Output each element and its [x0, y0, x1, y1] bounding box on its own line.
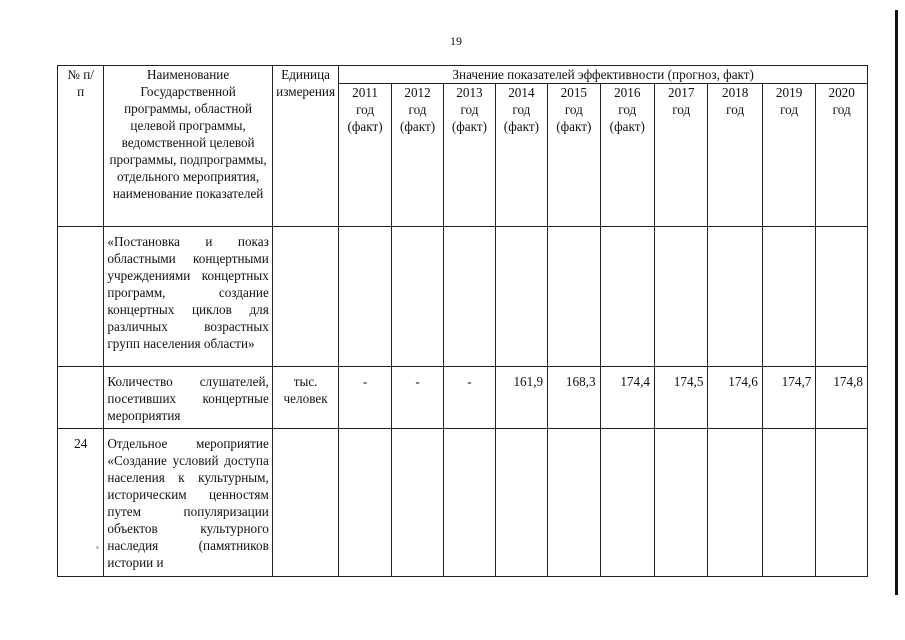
header-year-word: год	[780, 102, 799, 117]
row-num	[58, 367, 104, 429]
table-row	[58, 367, 868, 429]
header-year-word: год	[460, 102, 479, 117]
header-unit-text: Единица измерения	[276, 67, 336, 99]
header-year-year: 2020	[828, 85, 855, 100]
header-year-year: 2013	[456, 85, 483, 100]
header-year-year: 2012	[404, 85, 431, 100]
row-value-2015	[548, 429, 600, 577]
header-year-year: 2011	[352, 85, 379, 100]
header-year-word: год	[618, 102, 637, 117]
header-year-year: 2018	[721, 85, 749, 100]
row-value-2014: 161,9	[495, 367, 547, 429]
row-value-2020	[816, 227, 868, 367]
row-name: Отдельное мероприятие «Создание условий доступа населения к культурным, историческим ценностям путем популяризации объектов культурного наследия (памятников истории и	[104, 429, 272, 577]
row-value-2016	[600, 227, 654, 367]
row-value-2012: -	[391, 367, 443, 429]
header-year-2017	[655, 84, 708, 227]
header-year-word: год	[512, 102, 531, 117]
row-value-2017: 174,5	[655, 367, 708, 429]
row-value-2014	[495, 429, 547, 577]
row-value-2011	[339, 227, 391, 367]
margin-rule	[895, 10, 898, 595]
header-year-note: (факт)	[399, 119, 436, 134]
header-year-word: год	[672, 102, 691, 117]
header-year-word: год	[832, 102, 851, 117]
row-value-2019: 174,7	[762, 367, 815, 429]
header-unit	[272, 66, 339, 227]
header-year-2014	[495, 84, 547, 227]
page-number: 19	[450, 34, 462, 48]
header-year-word: год	[726, 102, 745, 117]
header-year-note: (факт)	[347, 119, 383, 134]
row-unit	[272, 429, 339, 577]
row-value-2020	[816, 429, 868, 577]
row-value-2012	[391, 227, 443, 367]
row-unit	[272, 227, 339, 367]
header-year-note: (факт)	[609, 119, 645, 134]
header-year-year: 2014	[508, 85, 535, 100]
header-year-word: год	[408, 102, 427, 117]
row-value-2019	[762, 429, 815, 577]
header-year-2020	[816, 84, 868, 227]
row-num: 24	[58, 429, 104, 577]
indicators-table	[57, 65, 868, 577]
row-name: «Постановка и показ областными концертными учреждениями концертных программ, создание концертных циклов для различных возрастных групп населения области»	[104, 227, 272, 367]
header-year-2011	[339, 84, 391, 227]
row-value-2018: 174,6	[708, 367, 762, 429]
header-year-note: (факт)	[451, 119, 488, 134]
row-value-2017	[655, 227, 708, 367]
header-year-2015	[548, 84, 600, 227]
header-year-word: год	[356, 102, 375, 117]
header-year-2016	[600, 84, 654, 227]
header-year-year: 2019	[775, 85, 803, 100]
table-body	[58, 227, 868, 577]
header-year-note: (факт)	[556, 119, 592, 134]
header-year-note: (факт)	[503, 119, 539, 134]
row-value-2015	[548, 227, 600, 367]
header-year-2012	[391, 84, 443, 227]
row-value-2019	[762, 227, 815, 367]
header-year-year: 2015	[560, 85, 588, 100]
header-num	[58, 66, 104, 227]
header-year-2018	[708, 84, 762, 227]
row-value-2016	[600, 429, 654, 577]
row-value-2011	[339, 429, 391, 577]
row-num	[58, 227, 104, 367]
row-value-2012	[391, 429, 443, 577]
row-value-2017	[655, 429, 708, 577]
header-year-year: 2017	[668, 85, 695, 100]
row-unit: тыс. человек	[272, 367, 339, 429]
row-value-2015: 168,3	[548, 367, 600, 429]
header-name	[104, 66, 272, 227]
header-year-word: год	[564, 102, 583, 117]
header-year-year: 2016	[614, 85, 641, 100]
row-value-2013: -	[444, 367, 495, 429]
row-value-2013	[444, 429, 495, 577]
row-value-2014	[495, 227, 547, 367]
row-value-2018	[708, 227, 762, 367]
table-row	[58, 429, 868, 577]
row-value-2016: 174,4	[600, 367, 654, 429]
row-value-2020: 174,8	[816, 367, 868, 429]
header-values-group: Значение показателей эффективности (прогноз, факт)	[339, 66, 868, 84]
row-value-2013	[444, 227, 495, 367]
header-year-2019	[762, 84, 815, 227]
table-row	[58, 227, 868, 367]
header-name-text: Наименование Государственной программы, областной целевой программы, ведомственной целевой программы, подпрограммы, отдельного мероприятия, наименование показателей	[109, 67, 267, 201]
row-value-2011: -	[339, 367, 391, 429]
header-year-2013	[444, 84, 495, 227]
row-name: Количество слушателей, посетивших концертные мероприятия	[104, 367, 272, 429]
header-num-text: № п/п	[67, 67, 94, 99]
row-value-2018	[708, 429, 762, 577]
